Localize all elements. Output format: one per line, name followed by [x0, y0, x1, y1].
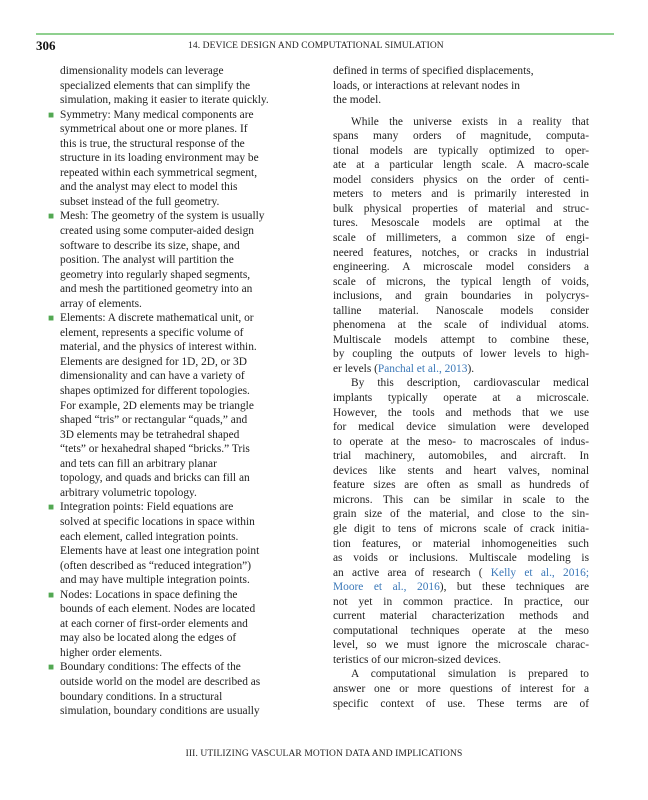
text-line: by coupling the outputs of lower levels to high- — [333, 348, 589, 361]
text-line: loads, or interactions at relevant nodes in — [333, 79, 520, 92]
text-line: computational techniques operate at the meso — [333, 624, 589, 637]
text-fragment: ), but these techniques are — [439, 581, 590, 594]
text-line: answer one or more questions of interest for a — [333, 682, 589, 695]
bullet-icon: ■ — [48, 109, 55, 121]
text-line: Elements have at least one integration point — [60, 545, 260, 558]
text-line: tures. Mesoscale models are optimal at the — [333, 217, 589, 230]
text-line: inclusions, and grain boundaries in polycrys- — [333, 290, 589, 303]
text-line: trial machinery, automobiles, and aircraft. In — [333, 450, 589, 463]
bullet-item-symmetry — [48, 108, 322, 210]
text-line: simulation, making it easier to iterate quickly. — [60, 94, 269, 107]
text-line: solved at specific locations in space within — [60, 515, 255, 528]
text-line: talline material. Nanoscale models consider — [333, 304, 589, 317]
text-line: specialized elements that can simplify the — [60, 79, 251, 92]
text-line: ate at a particular length scale. A macro-scale — [333, 159, 589, 172]
text-line: and the analyst may elect to model this — [60, 181, 238, 194]
text-line: While the universe exists in a reality that — [351, 115, 589, 128]
text-line: higher order elements. — [60, 646, 163, 659]
text-line: to operate at the meso- to macroscales of indus- — [333, 435, 589, 448]
left-column — [48, 64, 322, 719]
text-line: engineering. A microscale model considers a — [333, 261, 589, 274]
text-fragment: an active area of research ( — [333, 566, 483, 579]
citation-link[interactable]: Kelly et al., 2016; — [490, 566, 589, 579]
text-line: not yet in common practice. In practice, our — [333, 595, 589, 608]
text-line: the model. — [333, 94, 382, 107]
paragraph-length-scales — [333, 115, 589, 377]
text-line: at each corner of first-order elements and — [60, 617, 248, 630]
text-line: Symmetry: Many medical components are — [60, 108, 254, 121]
text-line: tion features, or material inhomogeneities such — [333, 537, 589, 550]
text-line: and mesh the partitioned geometry into an — [60, 283, 253, 296]
text-line: tional models are typically optimized to oper- — [333, 144, 589, 157]
text-line: position. The analyst will partition the — [60, 254, 234, 267]
text-line: feature sizes are often as small as hundreds of — [333, 479, 589, 492]
text-line: devices like stents and heart valves, nominal — [333, 464, 589, 477]
text-line: bulk physical properties of material and struc- — [333, 202, 589, 215]
text-line: as voids or inclusions. Multiscale modeling is — [333, 552, 589, 565]
text-line: may also be located along the edges of — [60, 632, 237, 645]
text-line — [333, 580, 589, 595]
bullet-item-mesh — [48, 209, 322, 311]
text-line: For example, 2D elements may be triangle — [60, 399, 254, 412]
text-line: outside world on the model are described as — [60, 675, 261, 688]
paragraph-cardiovascular — [333, 376, 589, 667]
text-line: bounds of each element. Nodes are located — [60, 603, 256, 616]
citation-link[interactable]: Moore et al., 2016 — [333, 581, 440, 594]
bullet-item-integration-points — [48, 500, 322, 587]
text-line: A computational simulation is prepared to — [351, 668, 589, 681]
text-line: symmetrical about one or more planes. If — [60, 123, 248, 136]
text-line: level, so we must ignore the microscale charac- — [333, 639, 589, 652]
text-line: scale of microns, the typical length of voids, — [333, 275, 589, 288]
citation-link[interactable]: Panchal et al., 2013 — [377, 362, 468, 375]
text-line: model considers physics on the order of centi- — [333, 173, 589, 186]
text-line: and may have multiple integration points. — [60, 574, 250, 587]
text-line: shaped “tris” or rectangular “quads,” and — [60, 414, 248, 427]
text-line: spans many orders of magnitude, computa- — [333, 130, 589, 143]
text-line: repeated within each symmetrical segment, — [60, 166, 258, 179]
text-line: Integration points: Field equations are — [60, 501, 234, 514]
header-rule — [36, 33, 614, 35]
text-line: dimensionality models can leverage — [60, 65, 224, 77]
text-line: material, and the physics of interest within. — [60, 341, 257, 354]
text-line: structure in its loading environment may be — [60, 152, 259, 165]
text-line: array of elements. — [60, 297, 142, 310]
running-head: 14. DEVICE DESIGN AND COMPUTATIONAL SIMULATION — [188, 41, 444, 51]
text-line: grain size of the material, and close to the sin- — [333, 508, 589, 521]
text-line: microns. This can be similar in scale to the — [333, 493, 589, 506]
text-fragment: er levels ( — [333, 362, 378, 375]
text-line — [333, 566, 589, 581]
bullet-icon: ■ — [48, 662, 55, 674]
right-column — [333, 64, 589, 711]
text-line: specific context of use. These terms are of — [333, 697, 589, 710]
text-line: “tets” or hexahedral shaped “bricks.” Tris — [60, 443, 250, 456]
text-line: scale of millimeters, a common size of engi- — [333, 232, 589, 245]
text-line: dimensionality and can have a variety of — [60, 370, 245, 383]
text-line: implants typically operate at a microscale. — [333, 392, 589, 405]
text-line: Elements: A discrete mathematical unit, or — [60, 312, 254, 325]
text-line: topology, and quads and bricks can fill an — [60, 472, 250, 485]
text-line: meters to meters and is primarily interested in — [333, 188, 589, 201]
text-line: (often described as “reduced integration”) — [60, 559, 252, 572]
bullet-item-boundary-conditions — [48, 660, 322, 718]
text-line: defined in terms of specified displacements, — [333, 65, 534, 77]
page-number: 306 — [36, 38, 56, 53]
bullet-icon: ■ — [48, 589, 55, 601]
text-line: By this description, cardiovascular medical — [351, 377, 589, 390]
text-line: for medical device simulation were developed — [333, 421, 589, 434]
text-line: Elements are designed for 1D, 2D, or 3D — [60, 355, 247, 368]
bullet-icon: ■ — [48, 313, 55, 325]
text-line: each element, called integration points. — [60, 530, 239, 543]
text-line: Nodes: Locations in space defining the — [60, 588, 238, 601]
text-line: teristics of our micron-sized devices. — [333, 653, 501, 666]
text-line: neered features, notches, or cracks in industrial — [333, 246, 589, 259]
text-line: subset instead of the full geometry. — [60, 195, 220, 208]
bullet-item-nodes — [48, 588, 322, 661]
text-line: and tets can fill an arbitrary planar — [60, 457, 217, 470]
text-line: current material characterization methods and — [333, 610, 589, 623]
text-line: this is true, the structural response of the — [60, 137, 245, 150]
bullet-icon: ■ — [48, 502, 55, 514]
bullet-item-elements — [48, 311, 322, 500]
text-line: geometry into regularly shaped segments, — [60, 268, 251, 281]
text-line: simulation, boundary conditions are usually — [60, 705, 260, 718]
text-line: Multiscale models attempt to combine these, — [333, 333, 589, 346]
text-line: boundary conditions. In a structural — [60, 690, 223, 703]
text-line: phenomena at the scale of individual atoms. — [333, 319, 589, 332]
text-line — [333, 362, 589, 377]
text-line: 3D elements may be tetrahedral shaped — [60, 428, 240, 441]
bullet-icon: ■ — [48, 211, 55, 223]
text-line: shapes optimized for different topologies. — [60, 385, 250, 398]
text-line: Boundary conditions: The effects of the — [60, 661, 241, 674]
text-line: However, the tools and methods that we use — [333, 406, 589, 419]
text-line: created using some computer-aided design — [60, 225, 254, 238]
text-line: software to describe its size, shape, and — [60, 239, 240, 252]
text-line: arbitrary volumetric topology. — [60, 486, 197, 499]
paragraph-context-of-use — [333, 667, 589, 711]
text-line: Mesh: The geometry of the system is usually — [60, 210, 265, 223]
running-footer: III. UTILIZING VASCULAR MOTION DATA AND IMPLICATIONS — [185, 749, 463, 759]
text-line: gle digit to tens of microns scale of crack initia- — [333, 522, 589, 535]
text-line: element, represents a specific volume of — [60, 326, 244, 339]
text-fragment: ). — [467, 362, 475, 375]
